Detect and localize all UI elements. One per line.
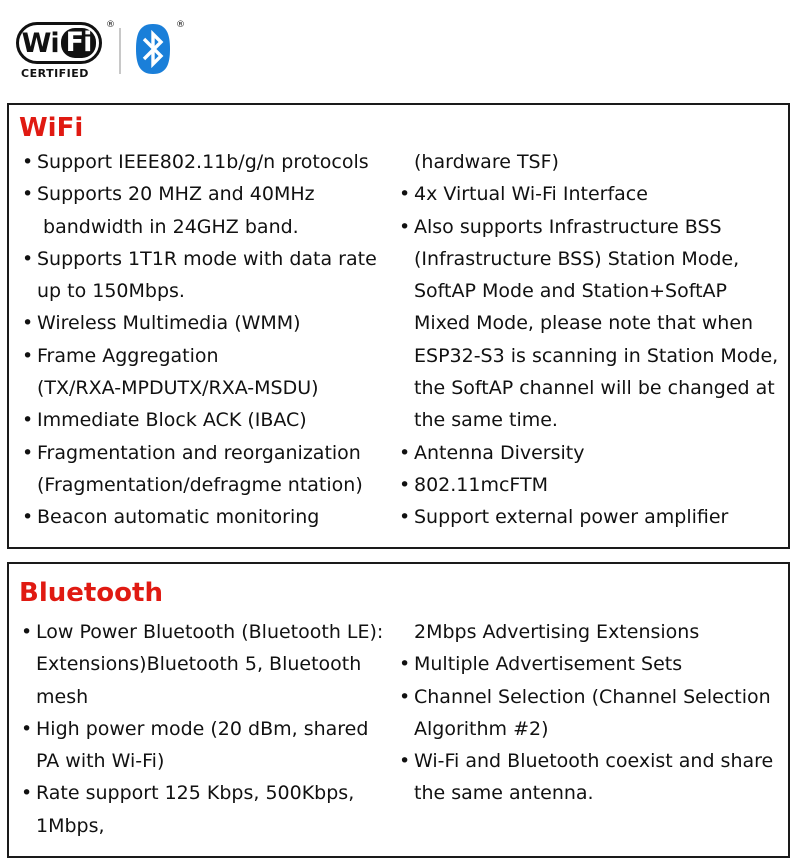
wifi-panel	[7, 103, 790, 549]
feature-item	[20, 243, 400, 275]
feature-text: (Fragmentation/defragme ntation)	[37, 473, 363, 496]
feature-item	[397, 745, 789, 777]
feature-item-continuation	[397, 243, 787, 275]
feature-text: Supports 1T1R mode with data rate	[37, 247, 377, 270]
feature-text: Support IEEE802.11b/g/n protocols	[37, 151, 369, 173]
feature-text: Immediate Block ACK (IBAC)	[37, 409, 307, 432]
feature-text: mesh	[36, 685, 89, 708]
logo-divider	[119, 28, 121, 74]
bluetooth-right-column	[397, 616, 789, 810]
feature-text: Fragmentation and reorganization	[37, 441, 361, 464]
feature-text: Wireless Multimedia (WMM)	[37, 312, 301, 335]
feature-text: Beacon automatic monitoring	[37, 506, 320, 529]
feature-text: 2Mbps Advertising Extensions	[414, 621, 700, 643]
feature-item-continuation	[19, 810, 389, 842]
feature-item	[19, 616, 389, 648]
feature-item-continuation	[397, 340, 787, 372]
feature-item-continuation	[397, 777, 789, 809]
feature-item	[397, 681, 789, 713]
feature-item	[397, 469, 787, 501]
logo-bar	[0, 0, 800, 95]
feature-text: ESP32-S3 is scanning in Station Mode,	[414, 344, 779, 367]
feature-item	[20, 307, 400, 339]
bluetooth-left-column	[19, 616, 389, 842]
bullet-icon: •	[21, 621, 33, 643]
feature-text: PA with Wi-Fi)	[36, 750, 165, 773]
feature-text: Support external power amplifier	[414, 506, 729, 529]
feature-item	[397, 437, 787, 469]
bullet-icon: •	[21, 717, 33, 740]
bullet-icon: •	[399, 473, 411, 496]
feature-text: the same antenna.	[414, 782, 594, 805]
feature-item-continuation	[397, 307, 787, 339]
bullet-icon: •	[22, 151, 34, 173]
feature-text: Frame Aggregation	[37, 344, 219, 367]
bluetooth-registered-mark: ®	[176, 20, 185, 30]
bullet-icon: •	[22, 506, 34, 529]
feature-item-continuation	[397, 616, 789, 648]
feature-item	[20, 437, 400, 469]
feature-text: Supports 20 MHZ and 40MHz	[37, 183, 315, 206]
feature-text: (hardware TSF)	[414, 151, 559, 173]
wifi-certified-logo	[16, 20, 115, 80]
feature-text: (Infrastructure BSS) Station Mode,	[414, 247, 740, 270]
feature-item-continuation	[397, 146, 787, 178]
wifi-badge	[16, 22, 102, 64]
feature-item	[20, 178, 400, 210]
feature-text: Also supports Infrastructure BSS	[414, 215, 722, 238]
wifi-logo-wi: Wi	[21, 27, 59, 59]
bullet-icon: •	[399, 183, 411, 206]
feature-item-continuation	[19, 745, 389, 777]
bluetooth-icon	[134, 23, 172, 79]
feature-text: Rate support 125 Kbps, 500Kbps,	[36, 782, 355, 805]
feature-item	[397, 501, 787, 533]
bullet-icon: •	[399, 441, 411, 464]
bullet-icon: •	[399, 653, 411, 676]
feature-text: the same time.	[414, 409, 558, 432]
wifi-logo-fi: Fi	[61, 28, 97, 58]
feature-item	[19, 777, 389, 809]
feature-text: Extensions)Bluetooth 5, Bluetooth	[36, 653, 362, 676]
bluetooth-panel	[7, 562, 790, 858]
feature-item	[20, 340, 400, 372]
feature-text: Algorithm #2)	[414, 717, 549, 740]
feature-item-continuation	[20, 275, 400, 307]
bullet-icon: •	[22, 183, 34, 206]
feature-item-continuation	[20, 211, 400, 243]
bullet-icon: •	[22, 247, 34, 270]
bullet-icon: •	[399, 215, 411, 238]
feature-item-continuation	[20, 469, 400, 501]
feature-text: Mixed Mode, please note that when	[414, 312, 754, 335]
feature-item	[397, 211, 787, 243]
bluetooth-title: Bluetooth	[19, 578, 163, 608]
bullet-icon: •	[22, 312, 34, 335]
bullet-icon: •	[21, 782, 33, 805]
bullet-icon: •	[22, 344, 34, 367]
wifi-right-column	[397, 146, 787, 534]
feature-item-continuation	[397, 275, 787, 307]
bullet-icon: •	[22, 409, 34, 432]
feature-text: up to 150Mbps.	[37, 280, 185, 303]
feature-text: Low Power Bluetooth (Bluetooth LE):	[36, 621, 384, 643]
registered-mark: ®	[106, 20, 115, 30]
bullet-icon: •	[399, 750, 411, 773]
feature-item	[397, 178, 787, 210]
feature-item	[397, 648, 789, 680]
feature-item	[20, 146, 400, 178]
feature-text: SoftAP Mode and Station+SoftAP	[414, 280, 727, 303]
feature-text: 4x Virtual Wi-Fi Interface	[414, 183, 648, 206]
feature-text: 1Mbps,	[36, 814, 105, 837]
feature-text: Wi-Fi and Bluetooth coexist and share	[414, 750, 774, 773]
feature-text: bandwidth in 24GHZ band.	[37, 215, 299, 238]
feature-item-continuation	[397, 372, 787, 404]
feature-item-continuation	[19, 681, 389, 713]
feature-text: Channel Selection (Channel Selection	[414, 685, 771, 708]
wifi-certified-text: CERTIFIED	[21, 67, 89, 80]
bullet-icon: •	[399, 506, 411, 529]
feature-item-continuation	[397, 404, 787, 436]
wifi-title: WiFi	[19, 113, 84, 143]
feature-text: 802.11mcFTM	[414, 473, 549, 496]
feature-text: the SoftAP channel will be changed at	[414, 377, 775, 400]
feature-item-continuation	[20, 372, 400, 404]
wifi-left-column	[20, 146, 400, 534]
feature-text: (TX/RXA-MPDUTX/RXA-MSDU)	[37, 377, 319, 400]
feature-item	[19, 713, 389, 745]
feature-item-continuation	[19, 648, 389, 680]
feature-text: High power mode (20 dBm, shared	[36, 717, 369, 740]
feature-text: Multiple Advertisement Sets	[414, 653, 683, 676]
bullet-icon: •	[399, 685, 411, 708]
feature-item	[20, 404, 400, 436]
bullet-icon: •	[22, 441, 34, 464]
feature-item	[20, 501, 400, 533]
feature-item-continuation	[397, 713, 789, 745]
feature-text: Antenna Diversity	[414, 441, 585, 464]
